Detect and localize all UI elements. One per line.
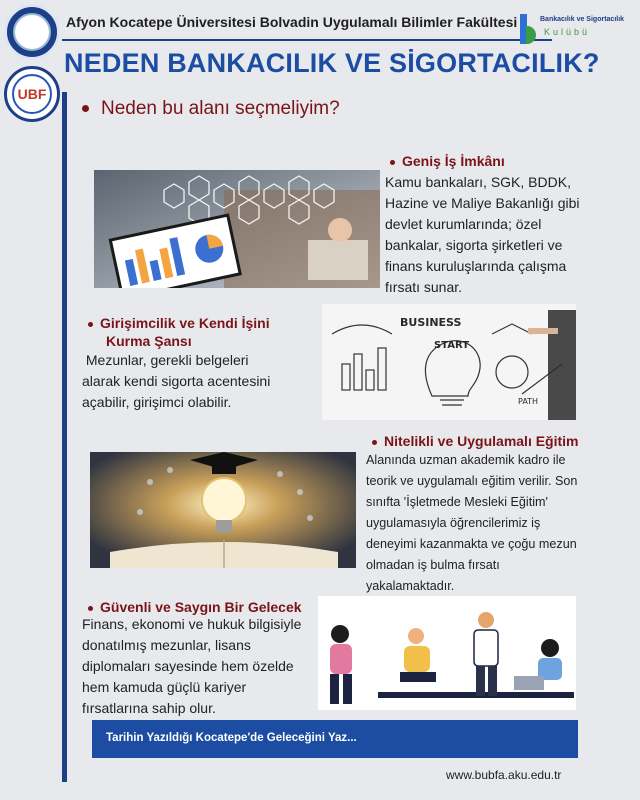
section2-body bbox=[82, 350, 270, 413]
club-logo bbox=[520, 14, 625, 46]
team-illustration-image bbox=[318, 596, 576, 710]
sketch-word-start: START bbox=[434, 340, 470, 351]
section3-line: teorik ve uygulamalı eğitim verilir. Son bbox=[366, 474, 578, 488]
section3-line: Alanında uzman akademik kadro ile bbox=[366, 453, 566, 467]
header-divider bbox=[62, 39, 552, 41]
graduation-bulb-image bbox=[90, 452, 356, 568]
section3-line: olmadan iş bulma fırsatı bbox=[366, 558, 500, 572]
section3-line: deneyimi kazanmakta ve çoğu mezun bbox=[366, 537, 577, 551]
section4-line: Finans, ekonomi ve hukuk bilgisiyle bbox=[82, 616, 302, 632]
bullet-icon bbox=[82, 105, 89, 112]
sketch-word-path: PATH bbox=[518, 397, 539, 406]
section3-line: yakalamaktadır. bbox=[366, 579, 455, 593]
section1-line: bankalar, sigorta şirketleri ve bbox=[385, 237, 563, 253]
section2-heading-text: Kurma Şansı bbox=[106, 333, 192, 349]
section4-heading-text: Güvenli ve Saygın Bir Gelecek bbox=[100, 599, 302, 615]
page-title: NEDEN BANKACILIK VE SİGORTACILIK? bbox=[64, 48, 600, 78]
subtitle bbox=[82, 98, 340, 120]
section3-heading bbox=[372, 432, 579, 450]
sketch-word-business: BUSINESS bbox=[400, 316, 462, 329]
section1-line: devlet kurumlarında; özel bbox=[385, 216, 542, 232]
club-logo-name: Bankacılık ve Sigortacılık bbox=[540, 16, 625, 23]
section3-line: uygulamasıyla öğrencilerimiz iş bbox=[366, 516, 541, 530]
section2-line: alarak kendi sigorta acentesini bbox=[82, 373, 271, 389]
section2-heading-text: Girişimcilik ve Kendi İşini bbox=[100, 315, 270, 331]
subtitle-text: Neden bu alanı seçmeliyim? bbox=[101, 98, 340, 119]
section1-body bbox=[385, 172, 580, 298]
section2-heading bbox=[88, 314, 270, 350]
section2-line: açabilir, girişimci olabilir. bbox=[82, 394, 232, 410]
bullet-icon bbox=[390, 160, 395, 165]
university-seal-emblem bbox=[13, 13, 51, 51]
club-logo-b-icon bbox=[520, 14, 536, 44]
section3-body bbox=[366, 450, 577, 597]
section1-line: finans kuruluşlarında çalışma bbox=[385, 258, 567, 274]
section3-heading-text: Nitelikli ve Uygulamalı Eğitim bbox=[384, 433, 579, 449]
section2-line: Mezunlar, gerekli belgeleri bbox=[82, 352, 249, 368]
club-logo-word: Kulübü bbox=[544, 27, 591, 37]
section4-line: donatılmış mezunlar, lisans bbox=[82, 637, 251, 653]
left-accent-bar bbox=[62, 92, 67, 782]
section1-heading-text: Geniş İş İmkânı bbox=[402, 153, 505, 169]
footer-slogan: Tarihin Yazıldığı Kocatepe'de Geleceğini Yaz... bbox=[106, 732, 357, 744]
section4-line: fırsatlarına sahip olur. bbox=[82, 700, 216, 716]
faculty-logo bbox=[4, 66, 60, 122]
bullet-icon bbox=[88, 606, 93, 611]
business-sketch-image bbox=[322, 304, 576, 420]
university-seal-logo bbox=[4, 4, 60, 60]
section1-line: Hazine ve Maliye Bakanlığı gibi bbox=[385, 195, 580, 211]
section4-body bbox=[82, 614, 301, 719]
website-url[interactable]: www.bubfa.aku.edu.tr bbox=[446, 768, 562, 782]
section1-heading bbox=[390, 152, 505, 170]
section1-line: fırsatı sunar. bbox=[385, 279, 463, 295]
section4-line: hem kamuda güçlü kariyer bbox=[82, 679, 247, 695]
analytics-tablet-image bbox=[94, 170, 380, 288]
section4-line: diplomaları sayesinde hem özelde bbox=[82, 658, 294, 674]
bullet-icon bbox=[372, 440, 377, 445]
section3-line: sınıfta 'İşletmede Mesleki Eğitim' bbox=[366, 495, 548, 509]
faculty-logo-mark: UBF bbox=[12, 74, 52, 114]
section1-line: Kamu bankaları, SGK, BDDK, bbox=[385, 174, 571, 190]
bullet-icon bbox=[88, 322, 93, 327]
faculty-name: Afyon Kocatepe Üniversitesi Bolvadin Uygulamalı Bilimler Fakültesi bbox=[66, 14, 518, 30]
